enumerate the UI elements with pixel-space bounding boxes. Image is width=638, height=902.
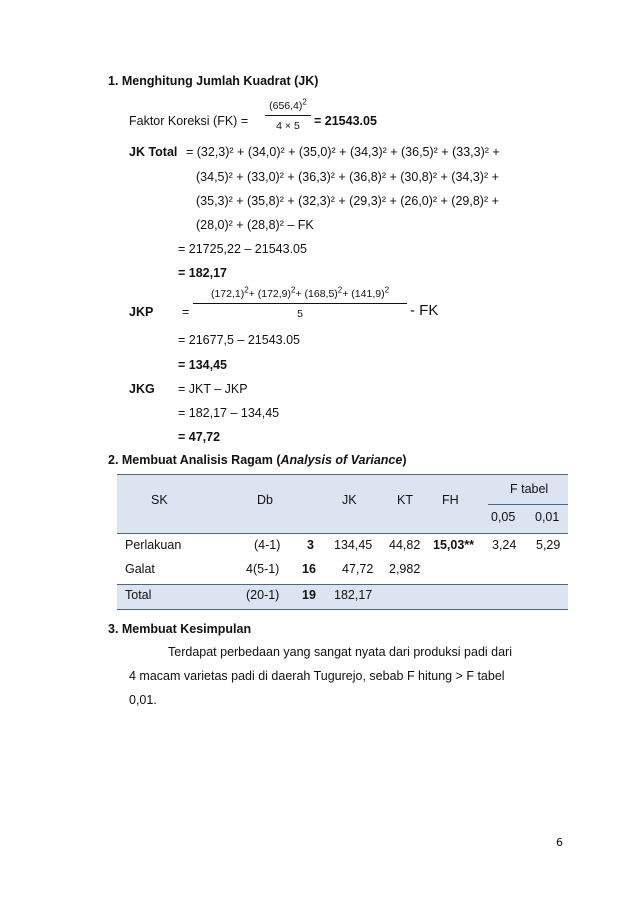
conclusion-line-2: 4 macam varietas padi di daerah Tugurejo, sebab F hitung > F tabel [129,669,505,683]
row-perlakuan-jk: 134,45 [334,538,373,552]
conclusion-line-3: 0,01. [129,693,157,707]
jkp-step: = 21677,5 – 21543.05 [178,333,300,347]
header-jk: JK [342,493,357,507]
header-f005: 0,05 [491,510,516,524]
header-kt: KT [397,493,413,507]
section-1-heading: 1. Menghitung Jumlah Kuadrat (JK) [108,74,319,88]
header-f001: 0,01 [535,510,560,524]
header-db: Db [257,493,273,507]
fk-numerator: $(656,4)^2$ [269,97,307,112]
jkg-step: = 182,17 – 134,45 [178,406,280,420]
row-total-jk: 182,17 [334,588,373,602]
fk-fraction [265,97,311,132]
page-number: 6 [556,836,563,849]
conclusion-line-1: Terdapat perbedaan yang sangat nyata dari produksi padi dari [168,645,512,659]
jkg-formula: = JKT – JKP [178,382,248,396]
row-perlakuan-db: (4-1) [254,538,281,552]
row-galat-jk: 47,72 [342,562,374,576]
jkt-line-3: (35,3)² + (35,8)² + (32,3)² + (29,3)² + (26,0)² + (29,8)² + [196,194,499,208]
jkt-result: = 182,17 [178,266,228,280]
row-perlakuan-f005: 3,24 [492,538,517,552]
row-galat-dbv: 16 [302,562,316,576]
jkg-label: JKG [129,382,155,396]
header-sk: SK [151,493,168,507]
row-galat-db: 4(5-1) [246,562,280,576]
fk-label: Faktor Koreksi (FK) = [129,114,249,128]
jkt-line-2: (34,5)² + (33,0)² + (36,3)² + (36,8)² + (30,8)² + (34,3)² + [196,170,499,184]
row-total-sk: Total [125,588,152,602]
fk-result: = 21543.05 [314,114,377,128]
header-fh: FH [442,493,459,507]
row-perlakuan-dbv: 3 [307,538,314,552]
row-perlakuan-kt: 44,82 [389,538,421,552]
row-perlakuan-f001: 5,29 [536,538,561,552]
row-total-dbv: 19 [302,588,316,602]
row-perlakuan-sk: Perlakuan [125,538,182,552]
header-ftabel: F tabel [510,482,549,496]
jkp-fraction [193,285,407,320]
jkp-result: = 134,45 [178,358,228,372]
row-perlakuan-fh: 15,03** [433,538,475,552]
jkp-numerator: $(172,1)^2+ (172,9)^2+ (168,5)^2+ (141,9)^2$ [210,285,390,300]
section-2-heading: 2. Membuat Analisis Ragam (Analysis of Variance) [108,453,407,467]
jkp-label: JKP [129,305,154,319]
jkt-line-1: = (32,3)² + (34,0)² + (35,0)² + (34,3)² + (36,5)² + (33,3)² + [186,145,500,159]
row-galat-sk: Galat [125,562,155,576]
section-3-heading: 3. Membuat Kesimpulan [108,622,252,636]
jkg-result: = 47,72 [178,430,221,444]
row-galat-kt: 2,982 [389,562,421,576]
jkp-denominator: 5 [297,308,303,320]
jkp-equals: = [182,305,190,319]
row-total-db: (20-1) [246,588,280,602]
jkt-step: = 21725,22 – 21543.05 [178,242,307,256]
jkt-line-4: (28,0)² + (28,8)² – FK [196,218,314,232]
jkp-minus-fk: - FK [410,302,439,319]
fk-denominator: 4 × 5 [276,120,300,132]
jkt-label: JK Total [129,145,178,159]
